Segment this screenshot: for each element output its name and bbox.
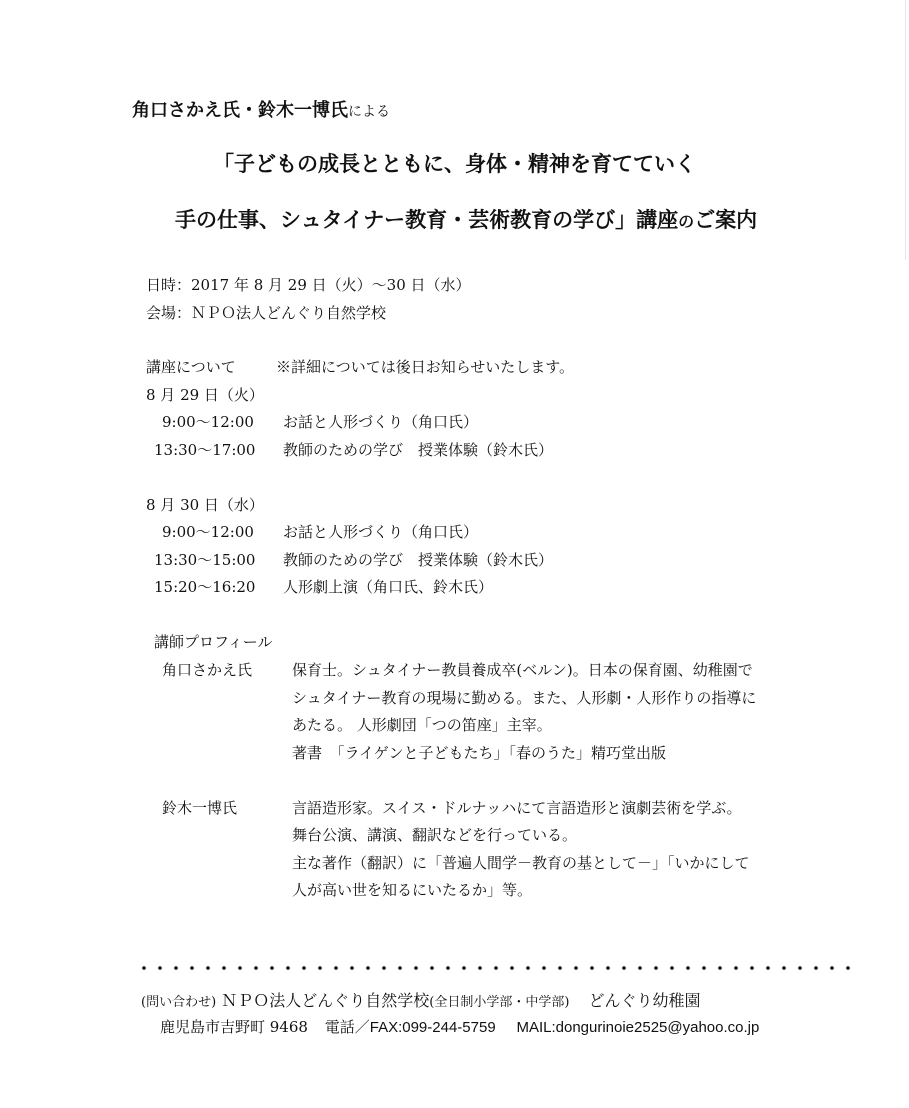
course-label: 講座について (146, 358, 236, 376)
title-line-2-end: ご案内 (694, 207, 758, 232)
teacher-2-bio-line: 主な著作（翻訳）に「普遍人間学－教育の基として－」「いかにして (292, 854, 750, 872)
day2-desc-1: お話と人形づくり（角口氏） (283, 523, 479, 541)
teacher-2-bio-line: 人が高い世を知るにいたるか」等。 (292, 881, 533, 899)
day1-desc-2: 教師のための学び 授業体験（鈴木氏） (283, 441, 554, 459)
day2-time-2: 13:30～15:00 (154, 551, 256, 569)
phone-fax: 電話／FAX:099-244-5759 (324, 1019, 496, 1036)
day2-time-3: 15:20～16:20 (154, 578, 256, 596)
dotted-separator: ・・・・・・・・・・・・・・・・・・・・・・・・・・・・・・・・・・・・・・・・・・・・・ (136, 959, 857, 978)
address: 鹿児島市吉野町 9468 (160, 1018, 308, 1036)
course-note: ※詳細については後日お知らせいたします。 (276, 358, 575, 376)
day1-time-2: 13:30～17:00 (154, 441, 256, 459)
teacher-2-bio-line: 舞台公演、講演、翻訳などを行っている。 (292, 826, 578, 844)
org-name: ＮＰＯ法人どんぐり自然学校 (221, 991, 430, 1010)
org-sub: (全日制小学部・中学部) (429, 995, 570, 1010)
lecturer-names: 角口さかえ氏・鈴木一博氏 (132, 100, 348, 121)
teacher-1-bio-line: シュタイナー教育の現場に勤める。また、人形劇・人形作りの指導に (292, 689, 757, 707)
teacher-2-name: 鈴木一博氏 (162, 799, 238, 817)
teacher-1-bio-line: 保育士。シュタイナー教員養成卒(ベルン)。日本の保育園、幼稚園で (292, 661, 753, 679)
footer-contact-line (141, 988, 701, 1011)
day1-time-1: 9:00～12:00 (162, 413, 254, 431)
intro-line (132, 96, 390, 122)
day1-date: 8 月 29 日（火） (146, 386, 264, 404)
teacher-2-bio-line: 言語造形家。スイス・ドルナッハにて言語造形と演劇芸術を学ぶ。 (292, 799, 742, 817)
email-address: MAIL:dongurinoie2525@yahoo.co.jp (516, 1019, 760, 1036)
contact-label: (問い合わせ) (141, 995, 217, 1010)
footer-address-line (160, 1016, 759, 1037)
teacher-1-bio-line: 著書 「ライゲンと子どもたち」「春のうた」精巧堂出版 (292, 744, 666, 762)
day2-desc-2: 教師のための学び 授業体験（鈴木氏） (283, 551, 554, 569)
page-edge-line (905, 0, 906, 260)
day2-date: 8 月 30 日（水） (146, 496, 264, 514)
profile-heading: 講師プロフィール (154, 633, 273, 651)
event-venue: 会場：ＮＰＯ法人どんぐり自然学校 (146, 304, 387, 322)
title-line-2-main: 手の仕事、シュタイナー教育・芸術教育の学び」講座 (175, 207, 679, 232)
day2-desc-3: 人形劇上演（角口氏、鈴木氏） (283, 578, 494, 596)
day2-time-1: 9:00～12:00 (162, 523, 254, 541)
kindergarten-name: どんぐり幼稚園 (588, 991, 701, 1010)
teacher-1-bio-line: あたる。 人形劇団「つの笛座」主宰。 (292, 716, 552, 734)
title-line-2-no: の (678, 212, 695, 231)
event-datetime: 日時：2017 年 8 月 29 日（火）～30 日（水） (146, 276, 471, 294)
teacher-1-name: 角口さかえ氏 (162, 661, 253, 679)
title-line-2 (175, 204, 757, 234)
intro-by: による (348, 104, 390, 120)
title-line-1: 「子どもの成長とともに、身体・精神を育てていく (213, 151, 696, 176)
day1-desc-1: お話と人形づくり（角口氏） (283, 413, 479, 431)
